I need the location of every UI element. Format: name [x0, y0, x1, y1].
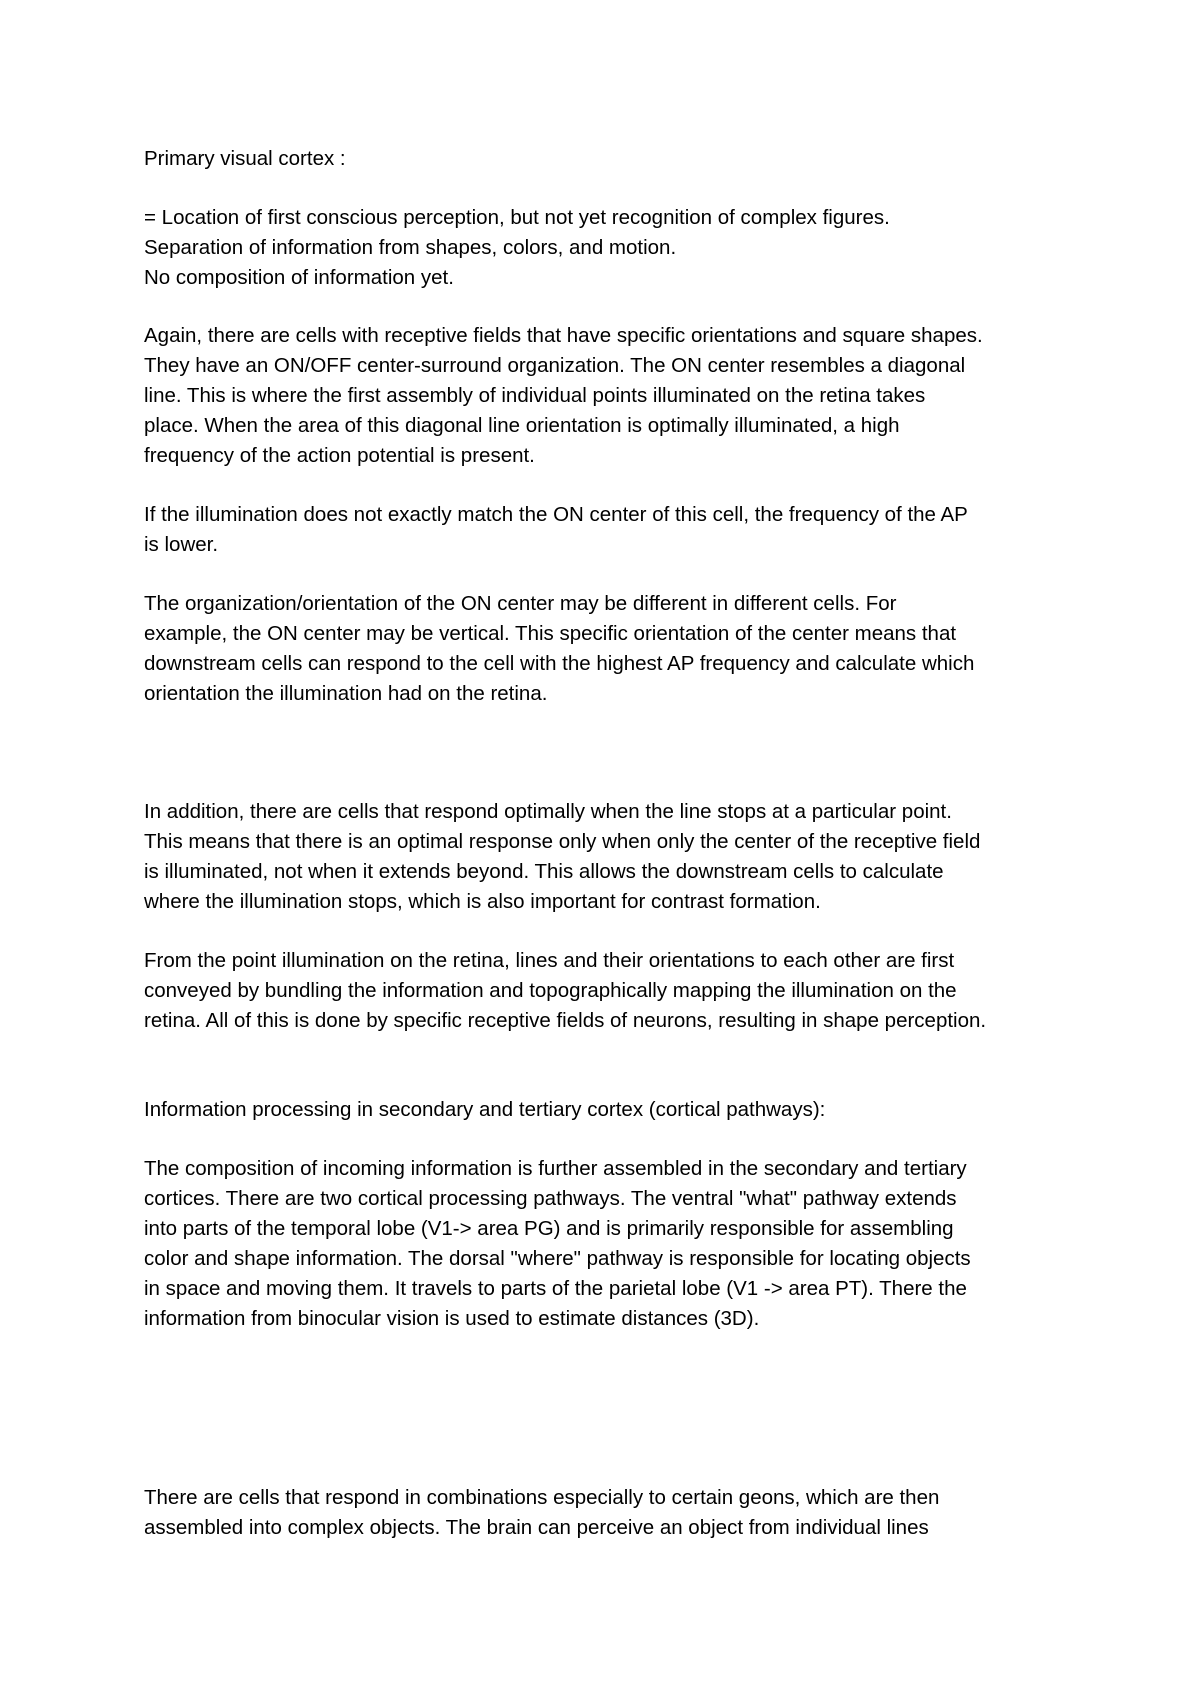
text-line: The composition of incoming information is further assembled in the secondary and tertiary [144, 1157, 967, 1180]
text-line: cortices. There are two cortical processing pathways. The ventral "what" pathway extends [144, 1187, 957, 1210]
text-line: into parts of the temporal lobe (V1-> area PG) and is primarily responsible for assembling [144, 1217, 954, 1240]
text-line: The organization/orientation of the ON center may be different in different cells. For [144, 592, 897, 615]
text-line: retina. All of this is done by specific receptive fields of neurons, resulting in shape perception. [144, 1009, 987, 1032]
section-heading-primary-visual-cortex: Primary visual cortex : [144, 147, 346, 170]
text-line: information from binocular vision is used to estimate distances (3D). [144, 1307, 760, 1330]
text-line: This means that there is an optimal response only when only the center of the receptive field [144, 830, 981, 853]
text-line: place. When the area of this diagonal line orientation is optimally illuminated, a high [144, 414, 900, 437]
text-line: example, the ON center may be vertical. This specific orientation of the center means that [144, 622, 957, 645]
text-line: There are cells that respond in combinations especially to certain geons, which are then [144, 1486, 940, 1509]
text-line: frequency of the action potential is present. [144, 444, 535, 467]
text-line: assembled into complex objects. The brain can perceive an object from individual lines [144, 1516, 929, 1539]
text-line: downstream cells can respond to the cell with the highest AP frequency and calculate which [144, 652, 975, 675]
text-line: From the point illumination on the retina, lines and their orientations to each other are first [144, 949, 955, 972]
text-line: Again, there are cells with receptive fields that have specific orientations and square shapes. [144, 324, 983, 347]
text-line: color and shape information. The dorsal "where" pathway is responsible for locating objects [144, 1247, 971, 1270]
text-line: is lower. [144, 533, 219, 556]
text-line: where the illumination stops, which is also important for contrast formation. [144, 890, 821, 913]
text-line: conveyed by bundling the information and topographically mapping the illumination on the [144, 979, 957, 1002]
text-line: line. This is where the first assembly of individual points illuminated on the retina takes [144, 384, 926, 407]
text-line: in space and moving them. It travels to parts of the parietal lobe (V1 -> area PT). There the [144, 1277, 967, 1300]
text-line: They have an ON/OFF center-surround organization. The ON center resembles a diagonal [144, 354, 966, 377]
text-line: If the illumination does not exactly match the ON center of this cell, the frequency of the AP [144, 503, 968, 526]
text-line: No composition of information yet. [144, 266, 454, 289]
text-line: Separation of information from shapes, colors, and motion. [144, 236, 677, 259]
text-line: = Location of first conscious perception, but not yet recognition of complex figures. [144, 206, 890, 229]
text-line: is illuminated, not when it extends beyond. This allows the downstream cells to calculate [144, 860, 944, 883]
text-line: In addition, there are cells that respond optimally when the line stops at a particular point. [144, 800, 952, 823]
text-line: orientation the illumination had on the retina. [144, 682, 548, 705]
section-heading-secondary-tertiary-cortex: Information processing in secondary and tertiary cortex (cortical pathways): [144, 1098, 826, 1121]
